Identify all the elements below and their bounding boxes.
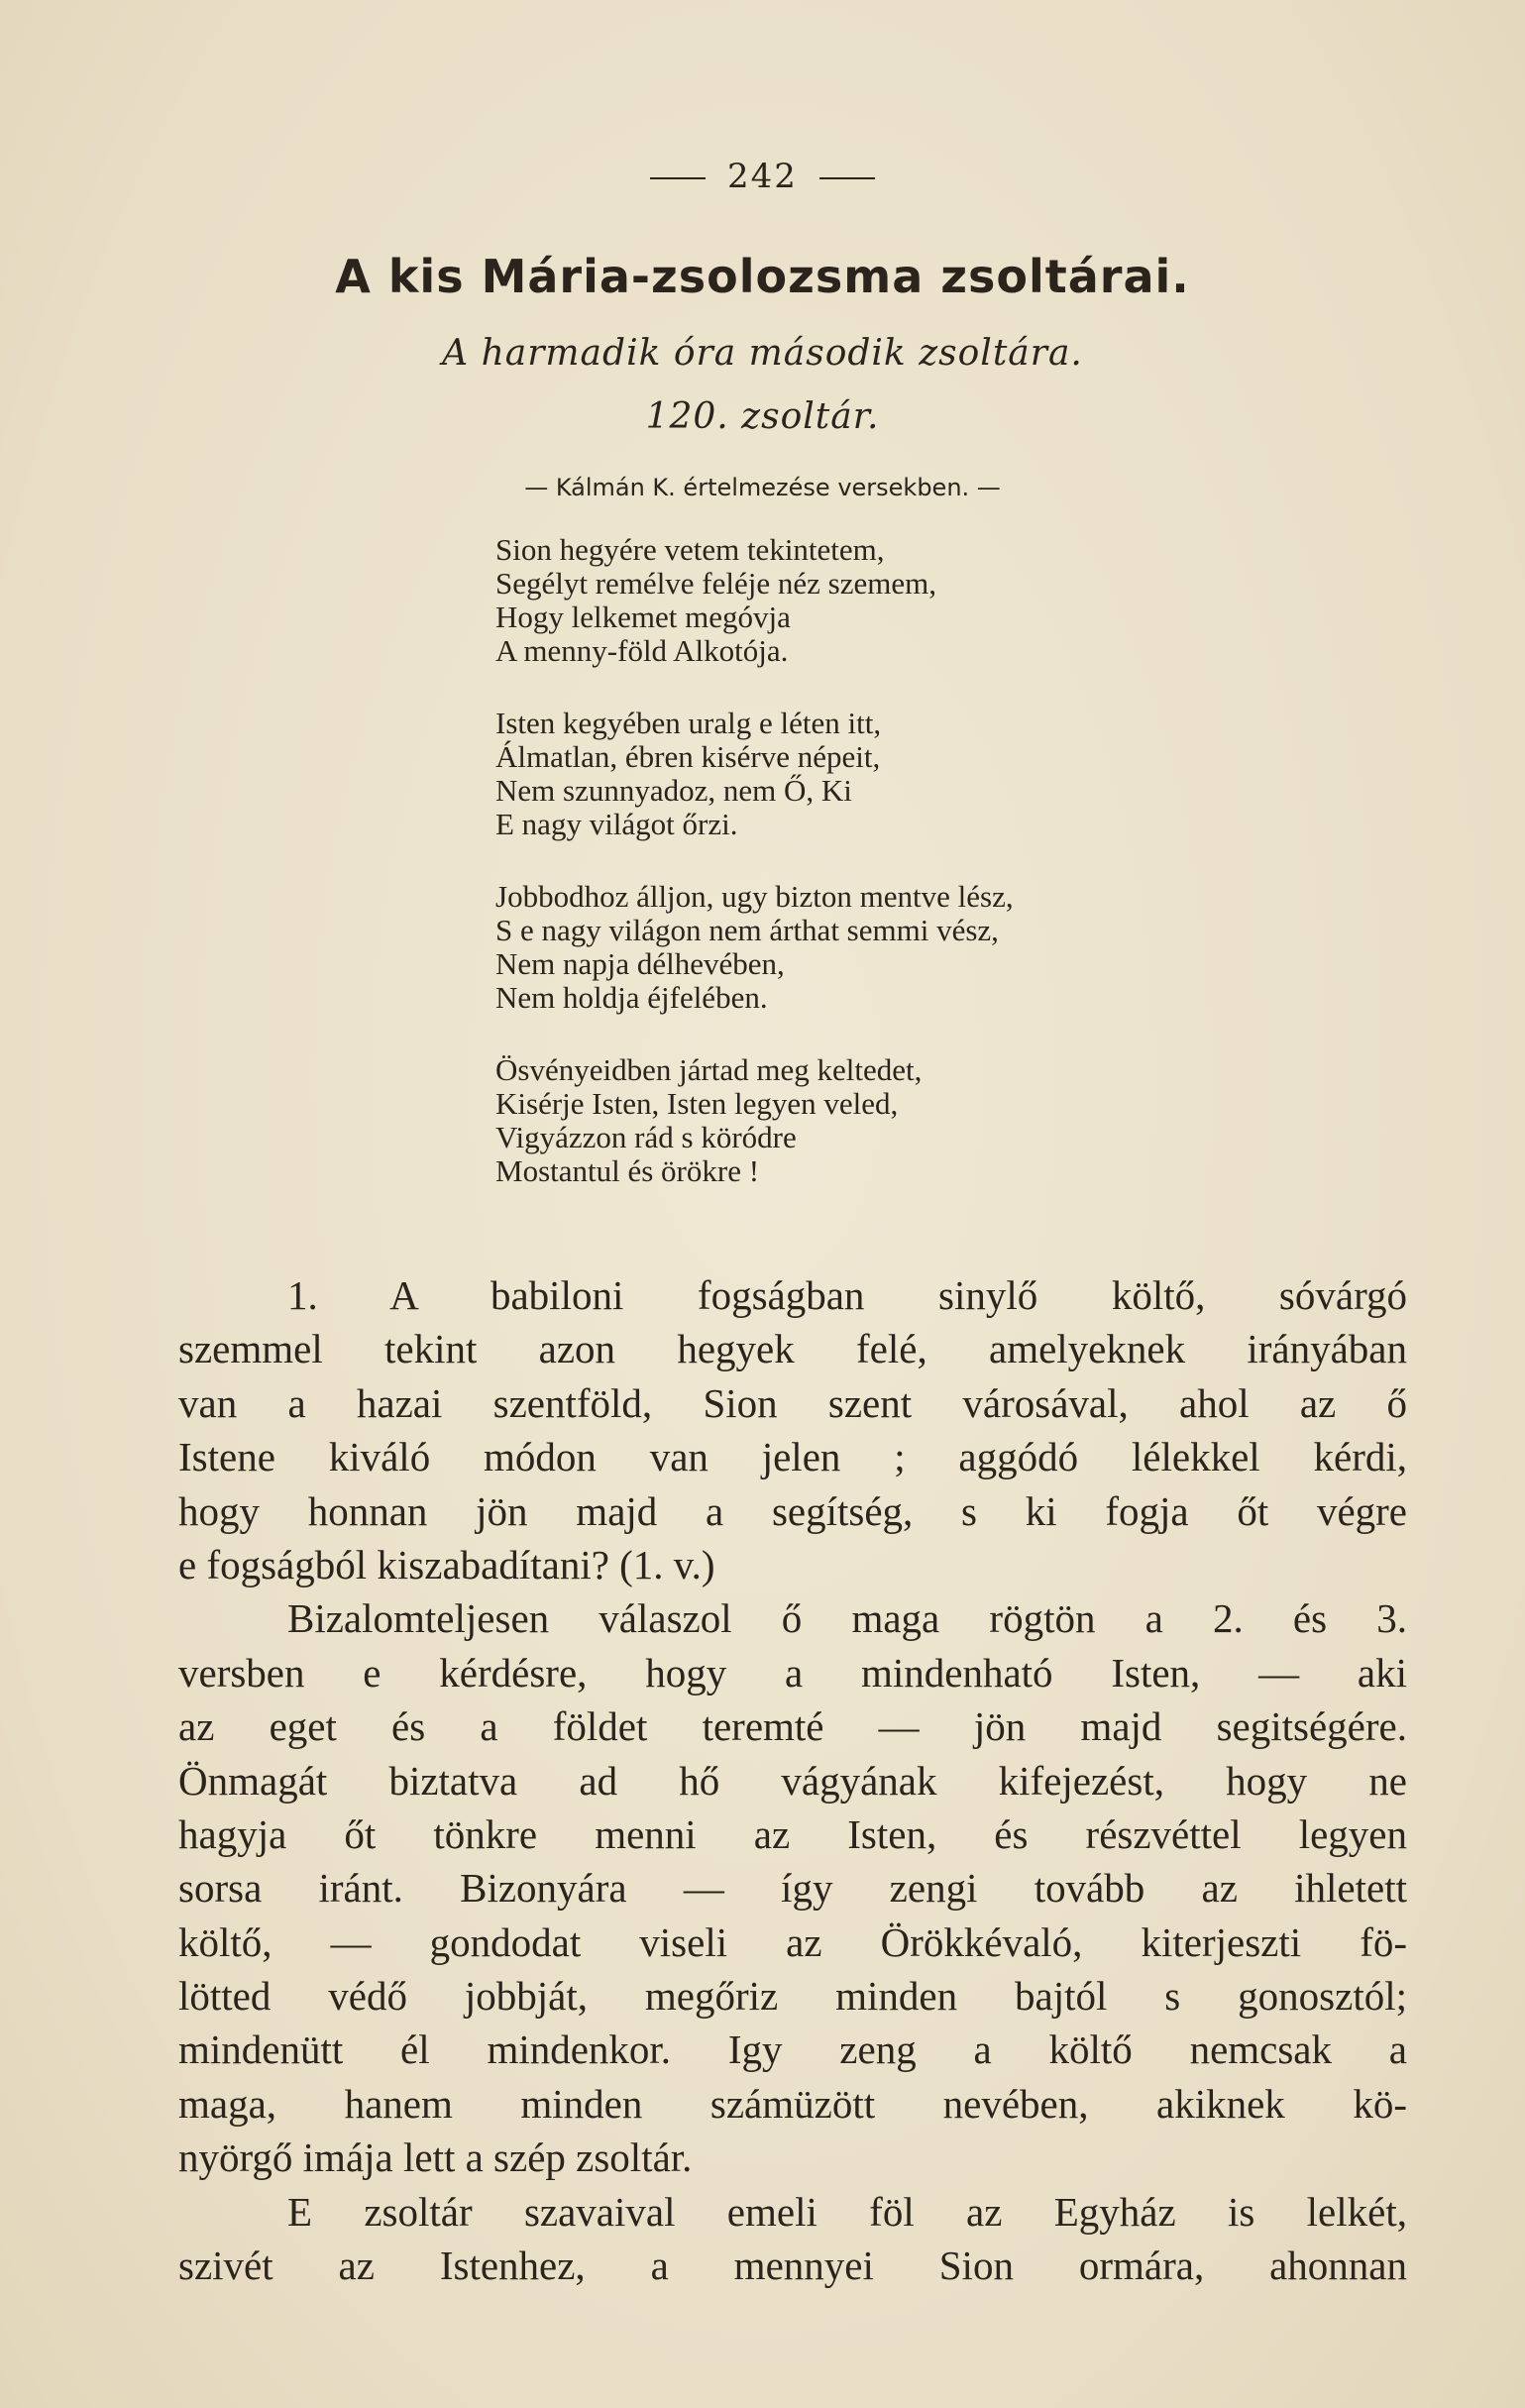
text-line: 1. A babiloni fogságban sinylő költő, sóvárgó bbox=[287, 1272, 1407, 1318]
text-line: versben e kérdésre, hogy a mindenható Isten, — aki bbox=[178, 1649, 1407, 1696]
poem-line: Vigyázzon rád s köródre bbox=[495, 1120, 797, 1154]
text-line: hogy honnan jön majd a segítség, s ki fogja őt végre bbox=[178, 1487, 1407, 1534]
poem-line: Nem szunnyadoz, nem Ő, Ki bbox=[495, 773, 852, 808]
poem-line: Isten kegyében uralg e léten itt, bbox=[495, 706, 882, 740]
text-line: az eget és a földet teremté — jön majd segitségére. bbox=[178, 1703, 1407, 1750]
poem-line: Ösvényeidben jártad meg keltedet, bbox=[495, 1052, 923, 1087]
right-dash bbox=[819, 177, 875, 179]
text-line: szivét az Istenhez, a mennyei Sion ormára, ahonnan bbox=[178, 2243, 1407, 2289]
text-line: nyörgő imája lett a szép zsoltár. bbox=[178, 2134, 693, 2181]
text-line: költő, — gondodat viseli az Örökkévaló, kiterjeszti fö- bbox=[178, 1918, 1407, 1965]
poem-line: Sion hegyére vetem tekintetem, bbox=[495, 532, 885, 567]
text-line: E zsoltár szavaival emeli föl az Egyház is lelkét, bbox=[287, 2188, 1407, 2235]
text-line: mindenütt él mindenkor. Igy zeng a költő nemcsak a bbox=[178, 2026, 1407, 2073]
text-line: e fogságból kiszabadítani? (1. v.) bbox=[178, 1541, 715, 1587]
poem-line: Mostantul és örökre ! bbox=[495, 1153, 760, 1188]
text-line: van a hazai szentföld, Sion szent városával, ahol az ő bbox=[178, 1379, 1407, 1426]
stanza bbox=[495, 880, 1014, 1015]
psalm-label: 120. zsoltár. bbox=[645, 396, 880, 437]
stanza bbox=[495, 533, 1014, 668]
text-line: lötted védő jobbját, megőriz minden bajtól s gonosztól; bbox=[178, 1973, 1407, 2020]
commentary-text bbox=[178, 1268, 1407, 2292]
poem-line: S e nagy világon nem árthat semmi vész, bbox=[495, 913, 999, 947]
page-title: A kis Mária-zsolozsma zsoltárai. bbox=[335, 250, 1190, 303]
text-line: szemmel tekint azon hegyek felé, amelyeknek irányában bbox=[178, 1326, 1407, 1372]
stanza bbox=[495, 707, 1014, 841]
text-line: Önmagát biztatva ad hő vágyának kifejezést, hogy ne bbox=[178, 1757, 1407, 1804]
poem-line: A menny-föld Alkotója. bbox=[495, 633, 789, 668]
page-number-line bbox=[0, 157, 1525, 196]
text-line: Istene kiváló módon van jelen ; aggódó lélekkel kérdi, bbox=[178, 1434, 1407, 1480]
poem-line: Segélyt remélve feléje néz szemem, bbox=[495, 566, 936, 601]
stanza bbox=[495, 1053, 1014, 1188]
poem-line: Jobbodhoz álljon, ugy bizton mentve lész, bbox=[495, 879, 1014, 914]
page-number: 242 bbox=[727, 157, 798, 196]
poem-line: Nem napja délhevében, bbox=[495, 946, 785, 981]
text-line: hagyja őt tönkre menni az Isten, és részvéttel legyen bbox=[178, 1810, 1407, 1857]
poem-line: Kisérje Isten, Isten legyen veled, bbox=[495, 1086, 899, 1121]
text-line: sorsa iránt. Bizonyára — így zengi tovább az ihletett bbox=[178, 1865, 1407, 1912]
text-line: maga, hanem minden számüzött nevében, akiknek kö- bbox=[178, 2080, 1407, 2127]
poem-line: E nagy világot őrzi. bbox=[495, 807, 738, 841]
poem bbox=[495, 533, 1014, 1227]
poem-line: Hogy lelkemet megóvja bbox=[495, 600, 791, 634]
poem-line: Nem holdja éjfelében. bbox=[495, 980, 768, 1015]
text-line: Bizalomteljesen válaszol ő maga rögtön a 2. és 3. bbox=[287, 1595, 1407, 1642]
left-dash bbox=[650, 177, 706, 179]
subtitle: A harmadik óra második zsoltára. bbox=[442, 333, 1083, 374]
poem-line: Álmatlan, ébren kisérve népeit, bbox=[495, 739, 881, 774]
translator-credit: — Kálmán K. értelmezése versekben. — bbox=[524, 474, 1001, 501]
